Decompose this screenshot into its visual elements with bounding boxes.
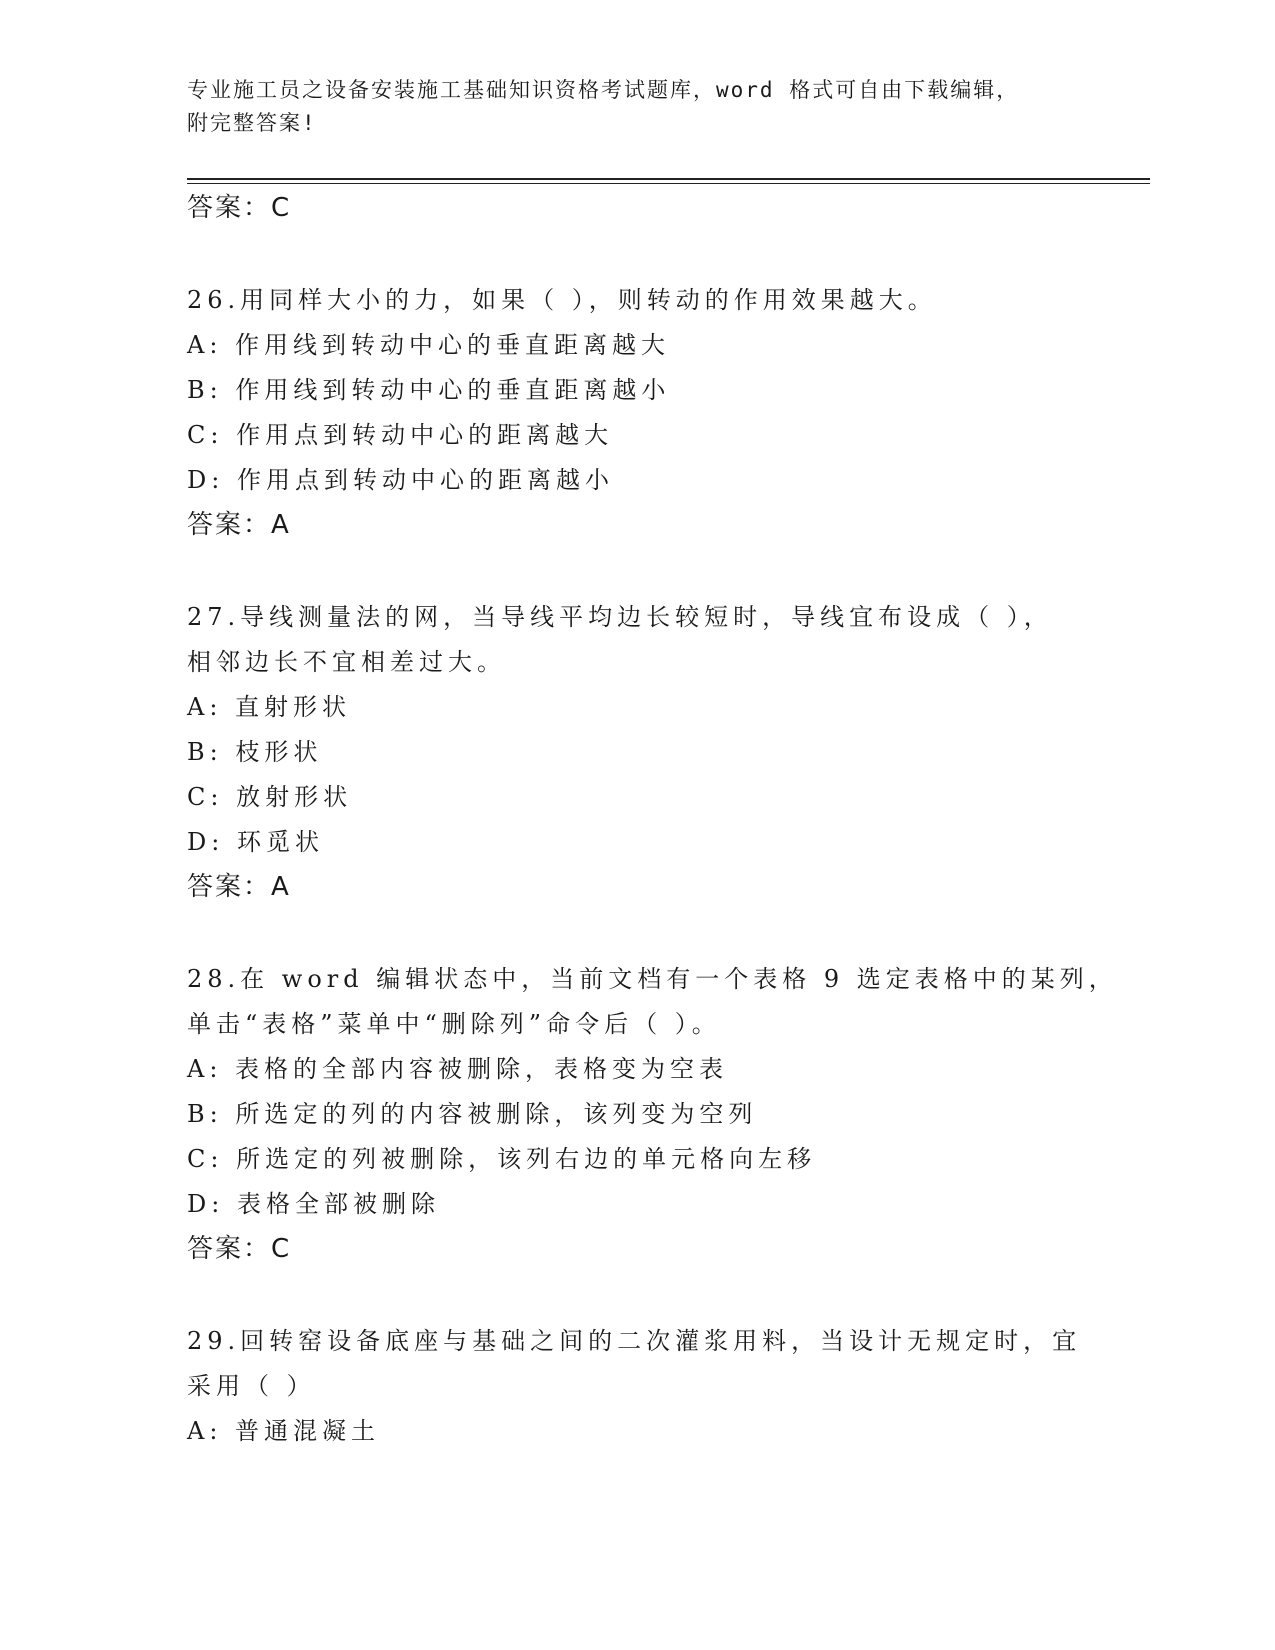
question-27-text-line-2: 相邻边长不宜相差过大。 (187, 648, 506, 676)
question-28 (187, 957, 1118, 1272)
question-27-option-a: A: 直射形状 (187, 693, 352, 721)
answer-previous: 答案：C (187, 193, 292, 223)
question-29-option-a: A: 普通混凝土 (187, 1417, 381, 1445)
header-divider-thin (187, 183, 1150, 184)
question-28-option-d: D: 表格全部被删除 (187, 1190, 440, 1218)
question-26-option-a: A: 作用线到转动中心的垂直距离越大 (187, 331, 671, 359)
question-27 (187, 595, 1107, 910)
header-line-1: 专业施工员之设备安装施工基础知识资格考试题库，word 格式可自由下载编辑， (187, 78, 1020, 102)
question-26-option-c: C: 作用点到转动中心的距离越大 (187, 421, 614, 449)
header-divider-thick (187, 178, 1150, 180)
question-26-option-b: B: 作用线到转动中心的垂直距离越小 (187, 376, 671, 404)
document-body (187, 186, 1118, 1454)
question-28-option-b: B: 所选定的列的内容被删除，该列变为空列 (187, 1100, 758, 1128)
question-28-text-line-2: 单击“表格”菜单中“删除列”命令后（ ）。 (187, 1010, 721, 1038)
question-27-answer: 答案：A (187, 872, 291, 902)
question-28-option-a: A: 表格的全部内容被删除，表格变为空表 (187, 1055, 729, 1083)
question-28-answer: 答案：C (187, 1234, 292, 1264)
question-27-option-d: D: 环觅状 (187, 828, 324, 856)
question-28-option-c: C: 所选定的列被删除，该列右边的单元格向左移 (187, 1145, 817, 1173)
question-27-text-line-1: 27.导线测量法的网，当导线平均边长较短时，导线宜布设成（ ）， (187, 603, 1053, 631)
question-29-text-line-2: 采用（ ） (187, 1372, 316, 1400)
question-26-text: 26.用同样大小的力，如果（ ），则转动的作用效果越大。 (187, 286, 937, 314)
question-26-option-d: D: 作用点到转动中心的距离越小 (187, 466, 614, 494)
question-27-option-c: C: 放射形状 (187, 783, 353, 811)
question-26 (187, 278, 1107, 548)
question-28-text-line-1: 28.在 word 编辑状态中，当前文档有一个表格 9 选定表格中的某列， (187, 965, 1118, 993)
question-29 (187, 1319, 1107, 1454)
question-27-option-b: B: 枝形状 (187, 738, 323, 766)
question-29-text-line-1: 29.回转窑设备底座与基础之间的二次灌浆用料，当设计无规定时，宜 (187, 1327, 1082, 1355)
document-header (187, 74, 1087, 140)
question-26-answer: 答案：A (187, 510, 291, 540)
header-line-2: 附完整答案! (187, 111, 317, 135)
